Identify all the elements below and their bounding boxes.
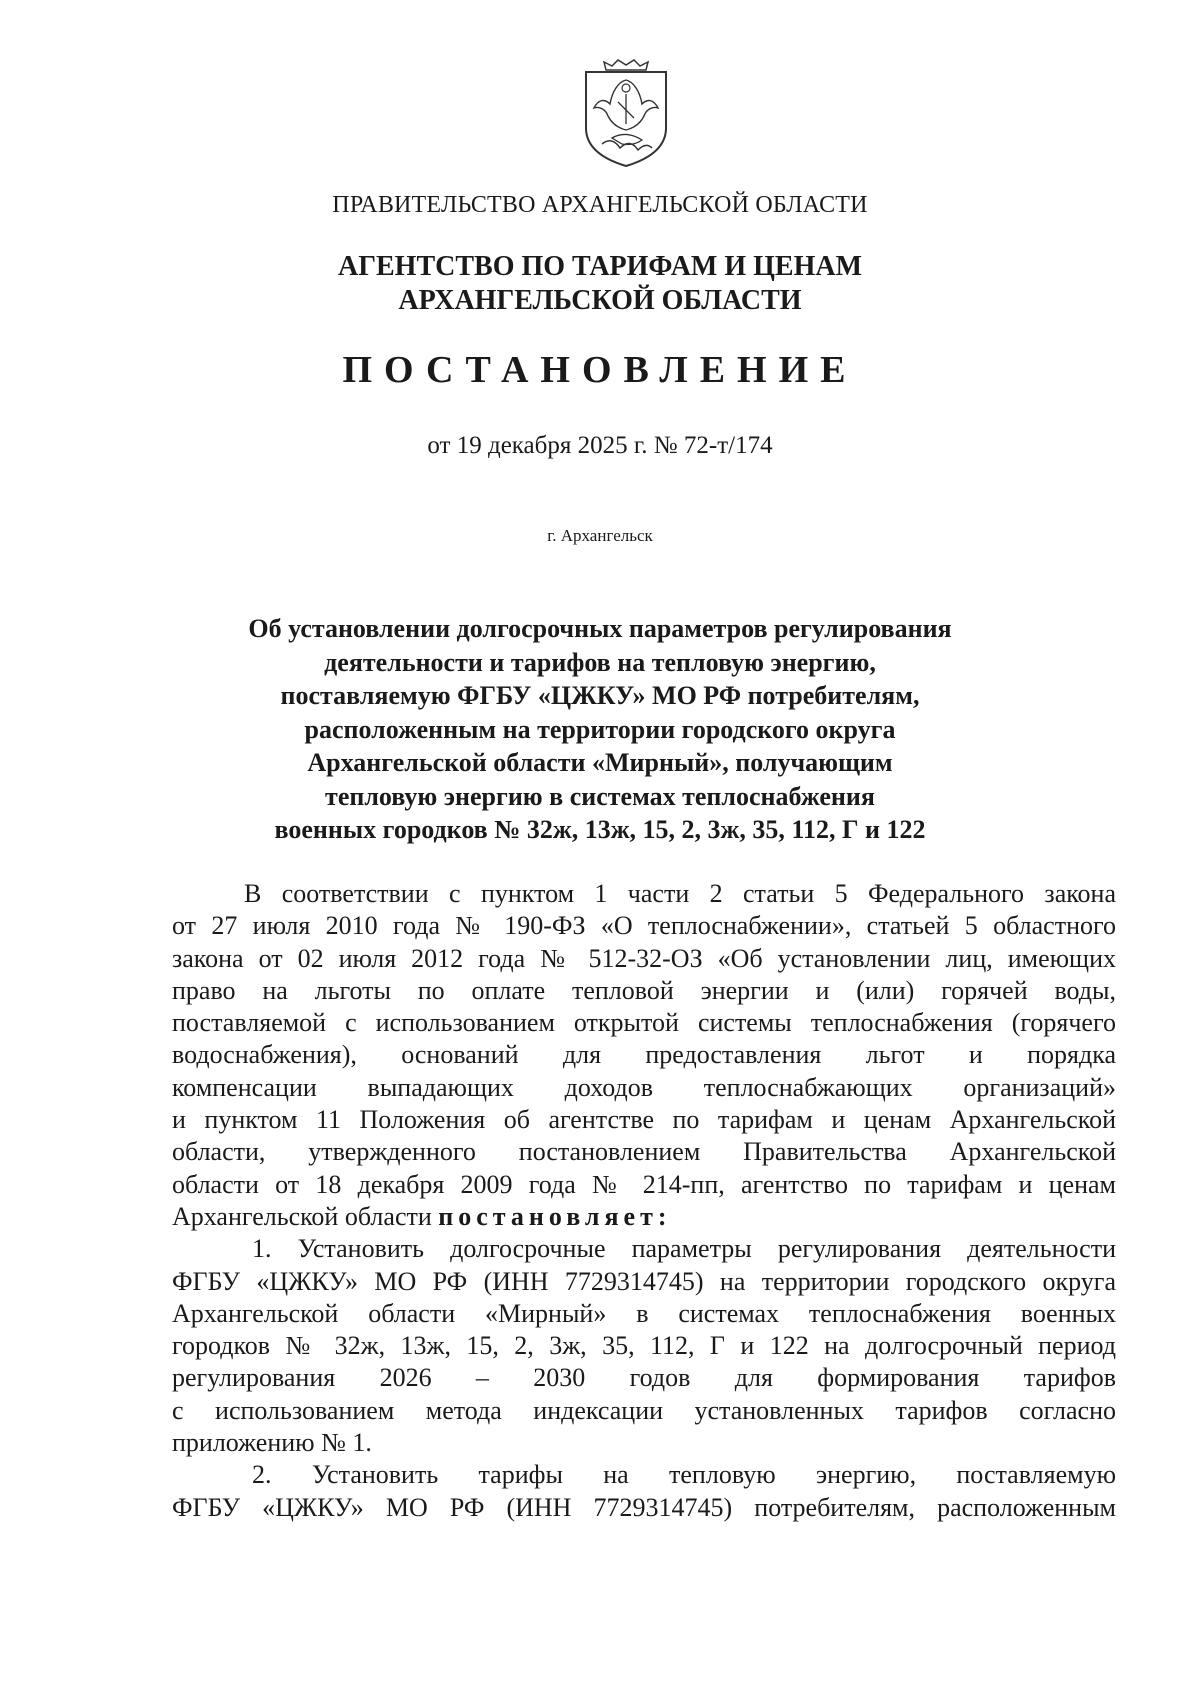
document-city: г. Архангельск (547, 526, 653, 545)
body-line: В соответствии с пунктом 1 части 2 статьи 5 Федерального закона (244, 879, 1116, 908)
document-date-number: от 19 декабря 2025 г. № 72-т/174 (427, 432, 773, 459)
item1-line: приложению № 1. (172, 1428, 372, 1458)
title-line: Архангельской области «Мирный», получающим (307, 748, 893, 777)
title-line: расположенным на территории городского округа (304, 714, 896, 744)
title-line: тепловую энергию в системах теплоснабжения (325, 781, 875, 811)
title-line: военных городков № 32ж, 13ж, 15, 2, 3ж, 35, 112, Г и 122 (274, 815, 926, 844)
resolve-word: постановляет: (438, 1201, 672, 1231)
body-line: области от 18 декабря 2009 года № 214-пп, агентство по тарифам и ценам (172, 1169, 1116, 1199)
body-resolve-line (172, 1201, 1116, 1233)
body-line: от 27 июля 2010 года № 190-ФЗ «О теплоснабжении», статьей 5 областного (172, 911, 1116, 941)
item1-line: ФГБУ «ЦЖКУ» МО РФ (ИНН 7729314745) на территории городского округа (172, 1266, 1116, 1296)
body-line: поставляемой с использованием открытой системы теплоснабжения (горячего (172, 1008, 1116, 1038)
item1-line: с использованием метода индексации установленных тарифов согласно (172, 1395, 1116, 1425)
document-body (172, 878, 1116, 1524)
body-line: компенсации выпадающих доходов теплоснабжающих организаций» (172, 1072, 1116, 1102)
agency-line: АРХАНГЕЛЬСКОЙ ОБЛАСТИ (398, 285, 802, 316)
document-type: ПОСТАНОВЛЕНИЕ (342, 349, 858, 391)
body-line: области, утвержденного постановлением Правительства Архангельской (172, 1137, 1116, 1167)
body-line: право на льготы по оплате тепловой энергии и (или) горячей воды, (172, 975, 1116, 1005)
body-line: водоснабжения), оснований для предоставления льгот и порядка (172, 1040, 1116, 1070)
item2-line: 2. Установить тарифы на тепловую энергию, поставляемую (252, 1460, 1116, 1490)
resolve-prefix: Архангельской области (172, 1201, 439, 1231)
item2-line: ФГБУ «ЦЖКУ» МО РФ (ИНН 7729314745) потребителям, расположенным (172, 1492, 1116, 1522)
item1-line: городков № 32ж, 13ж, 15, 2, 3ж, 35, 112, Г и 122 на долгосрочный период (172, 1331, 1116, 1361)
body-line: и пунктом 11 Положения об агентстве по тарифам и ценам Архангельской (172, 1105, 1116, 1135)
body-line: закона от 02 июля 2012 года № 512-32-ОЗ «Об установлении лиц, имеющих (172, 943, 1116, 973)
agency-name (0, 250, 1200, 318)
title-line: деятельности и тарифов на тепловую энергию, (324, 647, 876, 677)
agency-line: АГЕНТСТВО ПО ТАРИФАМ И ЦЕНАМ (337, 251, 863, 282)
item1-line: 1. Установить долгосрочные параметры регулирования деятельности (252, 1234, 1116, 1264)
government-name: ПРАВИТЕЛЬСТВО АРХАНГЕЛЬСКОЙ ОБЛАСТИ (332, 192, 868, 218)
title-line: Об установлении долгосрочных параметров регулирования (248, 614, 952, 643)
document-title (0, 612, 1200, 847)
item1-line: Архангельской области «Мирный» в системах теплоснабжения военных (172, 1298, 1116, 1328)
title-line: поставляемую ФГБУ «ЦЖКУ» МО РФ потребителям, (280, 681, 920, 710)
coat-of-arms-emblem-icon (582, 58, 670, 168)
item1-line: регулирования 2026 – 2030 годов для формирования тарифов (172, 1363, 1116, 1393)
